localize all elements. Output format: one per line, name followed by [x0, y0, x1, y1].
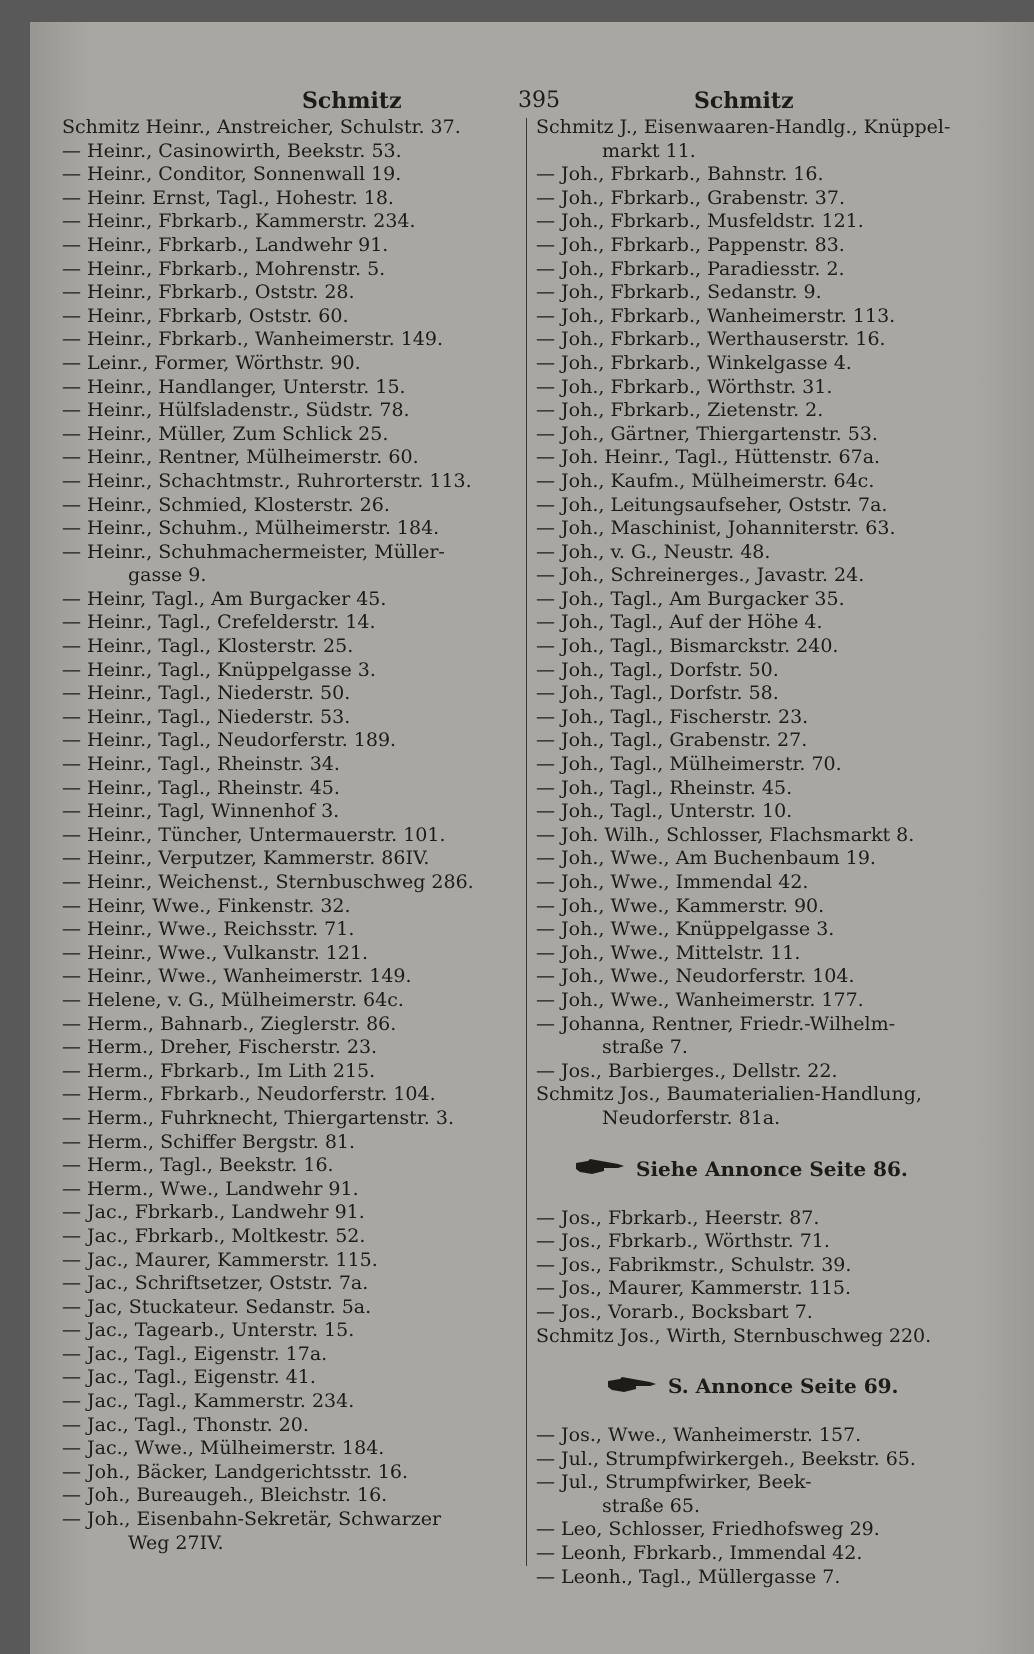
directory-entry: — Heinr., Tagl., Crefelderstr. 14. — [62, 611, 376, 634]
directory-entry: Schmitz Jos., Wirth, Sternbuschweg 220. — [536, 1324, 932, 1347]
directory-entry: Schmitz Heinr., Anstreicher, Schulstr. 37. — [62, 116, 461, 138]
directory-entry: — Joh., Fbrkarb., Sedanstr. 9. — [536, 281, 822, 304]
annonce-reference-1 — [536, 1149, 990, 1189]
directory-entry: — Joh., Gärtner, Thiergartenstr. 53. — [536, 422, 878, 445]
directory-entry: — Jac., Maurer, Kammerstr. 115. — [62, 1248, 378, 1271]
directory-entry: — Heinr., Tagl., Neudorferstr. 189. — [62, 729, 397, 752]
directory-entry: — Heinr., Handlanger, Unterstr. 15. — [62, 375, 406, 398]
directory-entry: markt 11. — [602, 139, 696, 162]
left-column — [62, 116, 514, 1555]
right-column-section-b — [536, 1207, 990, 1349]
annonce-text-1: Siehe Annonce Seite 86. — [636, 1156, 908, 1181]
directory-entry: — Heinr., Fbrkarb., Landwehr 91. — [62, 233, 389, 256]
directory-entry: — Joh., Fbrkarb., Musfeldstr. 121. — [536, 210, 864, 233]
directory-entry: — Heinr., Tagl., Niederstr. 53. — [62, 705, 351, 728]
directory-entry: — Herm., Fbrkarb., Im Lith 215. — [62, 1059, 376, 1082]
directory-entry: straße 7. — [602, 1036, 688, 1059]
directory-entry: — Heinr. Ernst, Tagl., Hohestr. 18. — [62, 186, 394, 209]
directory-entry: — Jac., Schriftsetzer, Oststr. 7a. — [62, 1272, 369, 1295]
directory-entry: — Joh., Fbrkarb., Winkelgasse 4. — [536, 351, 852, 374]
directory-entry: — Joh., Eisenbahn-Sekretär, Schwarzer — [62, 1508, 442, 1531]
directory-entry: — Joh., Tagl., Rheinstr. 45. — [536, 776, 793, 799]
directory-entry: — Joh., Fbrkarb., Wörthstr. 31. — [536, 375, 833, 398]
directory-entry: — Leonh., Tagl., Müllergasse 7. — [536, 1565, 841, 1588]
directory-entry: — Herm., Dreher, Fischerstr. 23. — [62, 1036, 378, 1059]
directory-entry: Schmitz J., Eisenwaaren-Handlg., Knüppel- — [536, 116, 951, 138]
directory-entry: — Joh., Wwe., Neudorferstr. 104. — [536, 965, 855, 988]
directory-entry: — Jos., Fbrkarb., Heerstr. 87. — [536, 1206, 820, 1229]
annonce-text-2: S. Annonce Seite 69. — [668, 1374, 899, 1399]
directory-entry: — Jos., Vorarb., Bocksbart 7. — [536, 1300, 813, 1323]
header-left-name: Schmitz — [302, 88, 402, 114]
directory-entry: — Heinr., Tüncher, Untermauerstr. 101. — [62, 823, 446, 846]
directory-entry: — Jos., Wwe., Wanheimerstr. 157. — [536, 1424, 862, 1447]
directory-entry: — Johanna, Rentner, Friedr.-Wilhelm- — [536, 1012, 896, 1035]
directory-entry: — Heinr., Fbrkarb., Mohrenstr. 5. — [62, 257, 386, 280]
directory-entry: — Leinr., Former, Wörthstr. 90. — [62, 351, 361, 374]
right-column-section-a — [536, 116, 990, 1131]
directory-entry: — Joh., Kaufm., Mülheimerstr. 64c. — [536, 469, 875, 492]
directory-entry: — Heinr, Wwe., Finkenstr. 32. — [62, 894, 351, 917]
directory-entry: — Heinr., Verputzer, Kammerstr. 86IV. — [62, 847, 430, 870]
directory-entry: — Heinr., Müller, Zum Schlick 25. — [62, 422, 389, 445]
directory-entry: — Joh. Heinr., Tagl., Hüttenstr. 67a. — [536, 446, 881, 469]
directory-entry: — Joh., Schreinerges., Javastr. 24. — [536, 564, 865, 587]
directory-entry: — Joh., Leitungsaufseher, Oststr. 7a. — [536, 493, 888, 516]
directory-entry: — Heinr., Wwe., Vulkanstr. 121. — [62, 941, 369, 964]
directory-entry: — Jac., Tagl., Thonstr. 20. — [62, 1413, 309, 1436]
directory-entry: — Joh., Tagl., Mülheimerstr. 70. — [536, 753, 842, 776]
directory-entry: — Jac, Stuckateur. Sedanstr. 5a. — [62, 1295, 372, 1318]
directory-entry: — Heinr., Hülfsladenstr., Südstr. 78. — [62, 399, 410, 422]
directory-entry: — Jos., Fabrikmstr., Schulstr. 39. — [536, 1253, 852, 1276]
header-right-name: Schmitz — [694, 88, 794, 114]
directory-entry: — Heinr., Rentner, Mülheimerstr. 60. — [62, 446, 419, 469]
directory-entry: — Heinr., Tagl., Niederstr. 50. — [62, 682, 351, 705]
directory-entry: — Heinr., Schuhmachermeister, Müller- — [62, 540, 445, 563]
directory-entry: — Heinr., Tagl, Winnenhof 3. — [62, 800, 340, 823]
directory-entry: — Joh., Maschinist, Johanniterstr. 63. — [536, 517, 896, 540]
directory-entry: — Heinr, Tagl., Am Burgacker 45. — [62, 587, 387, 610]
directory-entry: — Joh., Fbrkarb., Werthauserstr. 16. — [536, 328, 886, 351]
directory-entry: — Jac., Tagl., Eigenstr. 17a. — [62, 1342, 328, 1365]
directory-entry: — Heinr., Tagl., Klosterstr. 25. — [62, 635, 354, 658]
directory-entry: — Joh., Fbrkarb., Pappenstr. 83. — [536, 233, 845, 256]
directory-entry: — Jos., Barbierges., Dellstr. 22. — [536, 1059, 838, 1082]
directory-entry: — Joh., Tagl., Auf der Höhe 4. — [536, 611, 823, 634]
directory-entry: — Jul., Strumpfwirkergeh., Beekstr. 65. — [536, 1447, 916, 1470]
directory-entry: — Jos., Fbrkarb., Wörthstr. 71. — [536, 1230, 830, 1253]
directory-entry: — Joh. Wilh., Schlosser, Flachsmarkt 8. — [536, 823, 915, 846]
directory-entry: — Jac., Fbrkarb., Landwehr 91. — [62, 1201, 365, 1224]
directory-entry: — Jul., Strumpfwirker, Beek- — [536, 1471, 812, 1494]
directory-entry: — Joh., Fbrkarb., Wanheimerstr. 113. — [536, 304, 896, 327]
directory-entry: — Joh., Fbrkarb., Grabenstr. 37. — [536, 186, 845, 209]
directory-entry: — Joh., Tagl., Dorfstr. 50. — [536, 658, 779, 681]
directory-entry: — Herm., Bahnarb., Zieglerstr. 86. — [62, 1012, 397, 1035]
column-divider — [526, 118, 527, 1566]
directory-entry: — Joh., Tagl., Unterstr. 10. — [536, 800, 793, 823]
directory-entry: — Jac., Tagearb., Unterstr. 15. — [62, 1319, 355, 1342]
directory-entry: Weg 27IV. — [128, 1531, 224, 1554]
directory-entry: — Joh., Fbrkarb., Bahnstr. 16. — [536, 163, 824, 186]
directory-entry: — Heinr., Tagl., Knüppelgasse 3. — [62, 658, 376, 681]
directory-entry: — Heinr., Fbrkarb., Wanheimerstr. 149. — [62, 328, 444, 351]
directory-entry: — Joh., Bäcker, Landgerichtsstr. 16. — [62, 1460, 409, 1483]
directory-entry: — Jac., Wwe., Mülheimerstr. 184. — [62, 1437, 385, 1460]
directory-entry: — Heinr., Fbrkarb., Oststr. 28. — [62, 281, 355, 304]
directory-entry: — Joh., Wwe., Am Buchenbaum 19. — [536, 847, 876, 870]
directory-entry: — Heinr., Wwe., Wanheimerstr. 149. — [62, 965, 412, 988]
directory-entry: — Joh., Fbrkarb., Paradiesstr. 2. — [536, 257, 845, 280]
right-column — [536, 116, 990, 1589]
page-number: 395 — [518, 88, 560, 113]
directory-entry: — Leonh, Fbrkarb., Immendal 42. — [536, 1542, 863, 1565]
directory-entry: — Jac., Tagl., Kammerstr. 234. — [62, 1390, 355, 1413]
directory-entry: — Heinr., Schachtmstr., Ruhrorterstr. 113. — [62, 469, 472, 492]
directory-entry: — Heinr., Tagl., Rheinstr. 34. — [62, 753, 340, 776]
directory-entry: — Heinr., Casinowirth, Beekstr. 53. — [62, 139, 402, 162]
directory-entry: — Joh., Wwe., Knüppelgasse 3. — [536, 918, 835, 941]
directory-entry: — Heinr., Schmied, Klosterstr. 26. — [62, 493, 390, 516]
annonce-reference-2 — [536, 1366, 990, 1406]
directory-entry: — Heinr., Fbrkarb, Oststr. 60. — [62, 304, 349, 327]
directory-entry: — Heinr., Wwe., Reichsstr. 71. — [62, 918, 355, 941]
directory-entry: — Joh., v. G., Neustr. 48. — [536, 540, 771, 563]
directory-entry: — Joh., Wwe., Wanheimerstr. 177. — [536, 988, 864, 1011]
directory-entry: — Jos., Maurer, Kammerstr. 115. — [536, 1277, 852, 1300]
directory-entry: — Joh., Tagl., Dorfstr. 58. — [536, 682, 779, 705]
directory-entry: — Herm., Wwe., Landwehr 91. — [62, 1177, 359, 1200]
directory-entry: — Joh., Tagl., Fischerstr. 23. — [536, 705, 809, 728]
directory-entry: — Herm., Fuhrknecht, Thiergartenstr. 3. — [62, 1106, 454, 1129]
directory-entry: — Leo, Schlosser, Friedhofsweg 29. — [536, 1518, 880, 1541]
directory-entry: — Joh., Tagl., Grabenstr. 27. — [536, 729, 808, 752]
directory-entry: — Jac., Fbrkarb., Moltkestr. 52. — [62, 1224, 366, 1247]
directory-entry: — Joh., Wwe., Mittelstr. 11. — [536, 941, 801, 964]
right-column-section-c — [536, 1424, 990, 1589]
pointing-hand-icon — [606, 1368, 658, 1408]
directory-entry: Schmitz Jos., Baumaterialien-Handlung, — [536, 1083, 922, 1106]
directory-entry: — Herm., Tagl., Beekstr. 16. — [62, 1154, 334, 1177]
directory-entry: — Heinr., Tagl., Rheinstr. 45. — [62, 776, 340, 799]
directory-entry: Neudorferstr. 81a. — [602, 1106, 781, 1129]
directory-entry: — Joh., Bureaugeh., Bleichstr. 16. — [62, 1484, 388, 1507]
directory-entry: — Herm., Fbrkarb., Neudorferstr. 104. — [62, 1083, 436, 1106]
directory-entry: — Heinr., Weichenst., Sternbuschweg 286. — [62, 871, 474, 893]
directory-entry: — Heinr., Conditor, Sonnenwall 19. — [62, 163, 402, 186]
directory-entry: — Heinr., Fbrkarb., Kammerstr. 234. — [62, 210, 416, 233]
directory-entry: — Joh., Wwe., Immendal 42. — [536, 871, 809, 893]
directory-entry: — Jac., Tagl., Eigenstr. 41. — [62, 1366, 316, 1389]
directory-entry: — Joh., Tagl., Am Burgacker 35. — [536, 587, 845, 610]
directory-entry: — Helene, v. G., Mülheimerstr. 64c. — [62, 988, 404, 1011]
directory-entry: straße 65. — [602, 1494, 700, 1517]
directory-entry: — Herm., Schiffer Bergstr. 81. — [62, 1130, 356, 1153]
directory-entry: — Joh., Tagl., Bismarckstr. 240. — [536, 635, 839, 658]
directory-entry: — Joh., Wwe., Kammerstr. 90. — [536, 894, 825, 917]
directory-entry: — Joh., Fbrkarb., Zietenstr. 2. — [536, 399, 824, 422]
pointing-hand-icon — [574, 1150, 626, 1190]
directory-entry: gasse 9. — [128, 564, 207, 587]
directory-entry: — Heinr., Schuhm., Mülheimerstr. 184. — [62, 517, 440, 540]
